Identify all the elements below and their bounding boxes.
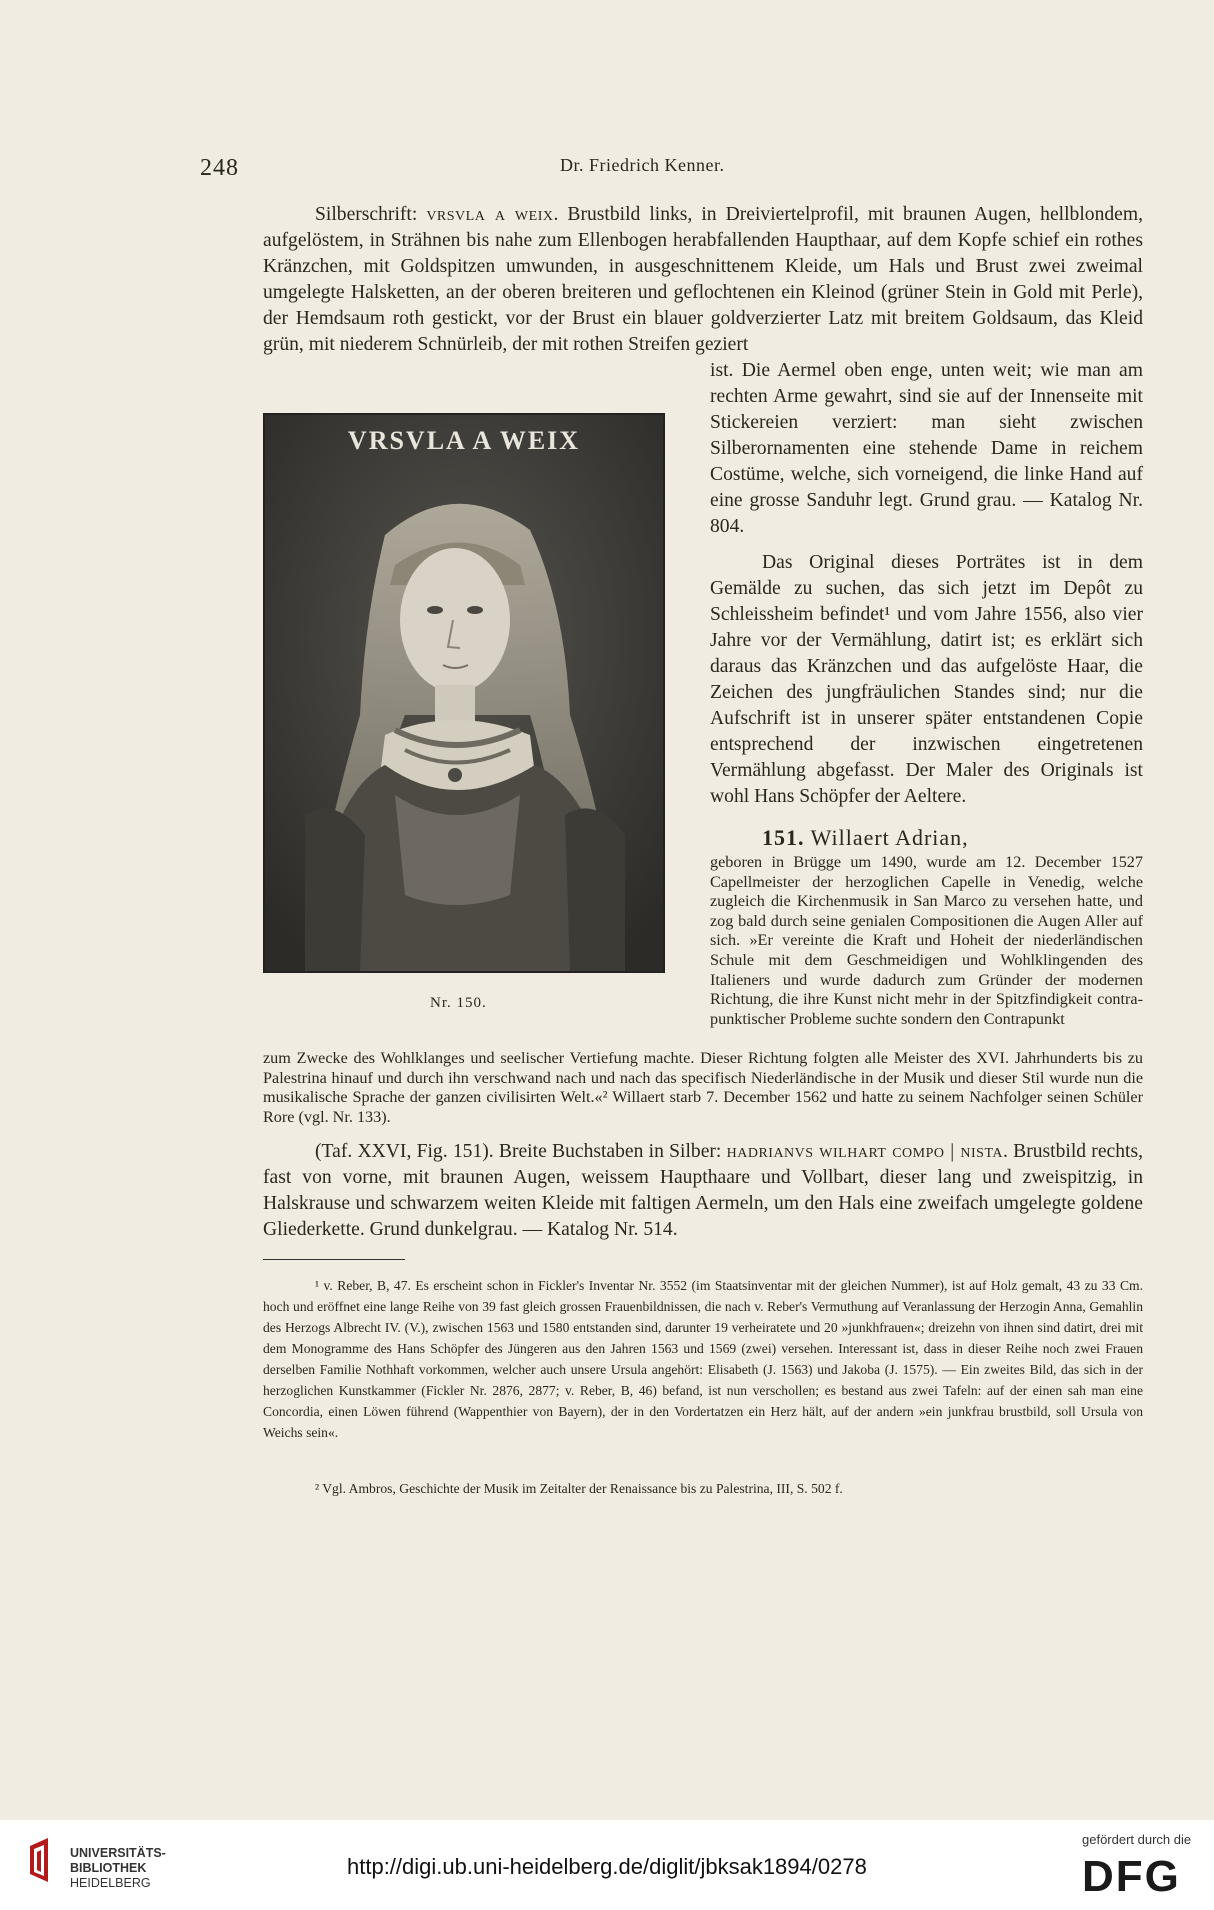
entry-151-biography-continued: zum Zwecke des Wohlklanges und seelischer Vertiefung machte. Dieser Richtung folgten alle Meister des XVI. Jahrhunderts bis zu Palestrina hinauf und durch ihn verschwand nach und nach das specifisch Niederländische in der Musik und dieser Stil wurde nun die musikalische Sprache der ganzen civilisirten Welt.«² Willaert starb 7. December 1562 und hatte zu seinem Nachfolger seinen Schüler Rore (vgl. Nr. 133). [263,1049,1143,1126]
university-library-name: UNIVERSITÄTS- BIBLIOTHEK HEIDELBERG [70,1846,166,1890]
document-url-link[interactable]: http://digi.ub.uni-heidelberg.de/diglit/jbksak1894/0278 [347,1854,867,1879]
page-number: 248 [200,155,239,181]
portrait-ursula-a-weix [263,413,665,973]
footnote-1: ¹ v. Reber, B, 47. Es erscheint schon in Fickler's Inventar Nr. 3552 (im Staatsinventar mit der gleichen Nummer), ist auf Holz gemalt, 43 zu 33 Cm. hoch und eröffnet eine lange Reihe von 39 fast gleich grossen Frauenbildnissen, die nach v. Reber's Vermuthung auf Veranlassung der Herzogin Anna, Gemahlin des Herzogs Albrecht IV. (V.), zwischen 1563 und 1580 entstanden sind, darunter 19 verheiratete und 20 »junkhfrauen«; dreizehn von ihnen sind datirt, drei mit dem Monogramme des Hans Schöpfer des Jüngeren aus den Jahren 1563 und 1569 (zwei) versehen. Interessant ist, dass in dieser Reihe noch zwei Frauen derselben Familie Nothhaft vorkommen, welcher auch unsere Ursula angehört: Elisabeth (J. 1563) und Jakoba (J. 1575). — Ein zweites Bild, das sich in der herzoglichen Kunstkammer (Fickler Nr. 2876, 2877; v. Reber, B, 46) befand, ist nun verschollen; es bestand aus zwei Tafeln: auf der einen sah man eine Concordia, einen Löwen führend (Wappenthier von Bayern), der in den Vordertatzen ein Herz hält, auf der andern »ein junkfrau brustbild, soll Ursula von Weichs sein«. [263,1278,1143,1440]
footnote-2: ² Vgl. Ambros, Geschichte der Musik im Zeitalter der Renaissance bis zu Palestrina, III, S. 502 f. [315,1481,843,1496]
paragraph-description-150-continued: ist. Die Aermel oben enge, unten weit; wie man am rechten Arme gewahrt, sind sie auf der Innenseite mit Stickereien verziert: man sieht zwischen Silberornamenten eine stehende Dame in reichem Costüme, welche, sich vorneigend, die linke Hand auf eine grosse Sanduhr legt. Grund grau. — Katalog Nr. 804. [710,360,1143,537]
paragraph-description-150: Silberschrift: vrsvla a weix. Brustbild links, in Dreiviertelprofil, mit braunen Augen, hellblondem, aufgelöstem, in Strähnen bis nahe zum Ellenbogen herabfallenden Haupthaar, auf dem Kopfe schief ein rothes Kränzchen, mit Goldspitzen umwunden, in ausgeschnittenem Kleide, um Hals und Brust zwei zweimal umgelegte Halsketten, an der oberen breiteren und geflochtenen ein Kleinod (grüner Stein in Gold mit Perle), der Hemdsaum roth gestickt, vor der Brust ein blauer goldverzierter Latz mit breitem Goldsaum, das Kleid grün, mit niederem Schnürleib, der mit rothen Streifen geziert [263,204,1144,355]
paragraph-description-151: (Taf. XXVI, Fig. 151). Breite Buchstaben in Silber: hadrianvs wilhart compo | nista. Brustbild rechts, fast von vorne, mit braunen Augen, weissem Haupthaare und Vollbart, dieser lang und zweispitzig, in Halskrause und schwarzem weiten Kleide mit faltigen Aermeln, um den Hals eine zweifach umgelegte goldene Gliederkette. Grund dunkelgrau. — Katalog Nr. 514. [263,1141,1143,1240]
sponsor-label: gefördert durch die [1082,1832,1192,1847]
running-title: Dr. Friedrich Kenner. [560,155,725,175]
dfg-logo: DFG [1082,1852,1181,1901]
footnote-rule [263,1259,405,1260]
entry-151-heading: 151. Willaert Adrian, [762,825,969,850]
figure-caption: Nr. 150. [430,995,487,1011]
portrait-inscription: VRSVLA A WEIX [347,426,581,455]
paragraph-original-painting: Das Original dieses Porträtes ist in dem Gemälde zu suchen, das sich jetzt im Depôt zu Schleissheim befindet¹ und vom Jahre 1556, also vier Jahre vor der Vermählung, datirt ist; es erklärt sich daraus das Kränzchen und das aufgelöste Haar, die Zeichen des jungfräulichen Standes sind; nur die Aufschrift ist in unserer später entstandenen Copie entsprechend der inzwischen eingetretenen Vermählung abgefasst. Der Maler des Originals ist wohl Hans Schöpfer der Aeltere. [710,552,1143,807]
entry-151-biography: geboren in Brügge um 1490, wurde am 12. December 1527 Capellmeister der herzoglichen Capelle in Venedig, welche zugleich die Kirchenmusik in San Marco zu versehen hatte, und zog bald durch seine genialen Compositionen die Augen Aller auf sich. »Er vereinte die Kraft und Hoheit der niederländischen Schule mit dem Geschmeidigen und Wohlklingenden des Italieners und wurde dadurch zum Gründer der modernen Richtung, die ihre Kunst nicht mehr in der Spitzfindigkeit contrapunktischer Probleme suchte sondern den Contrapunkt [710,853,1143,1028]
